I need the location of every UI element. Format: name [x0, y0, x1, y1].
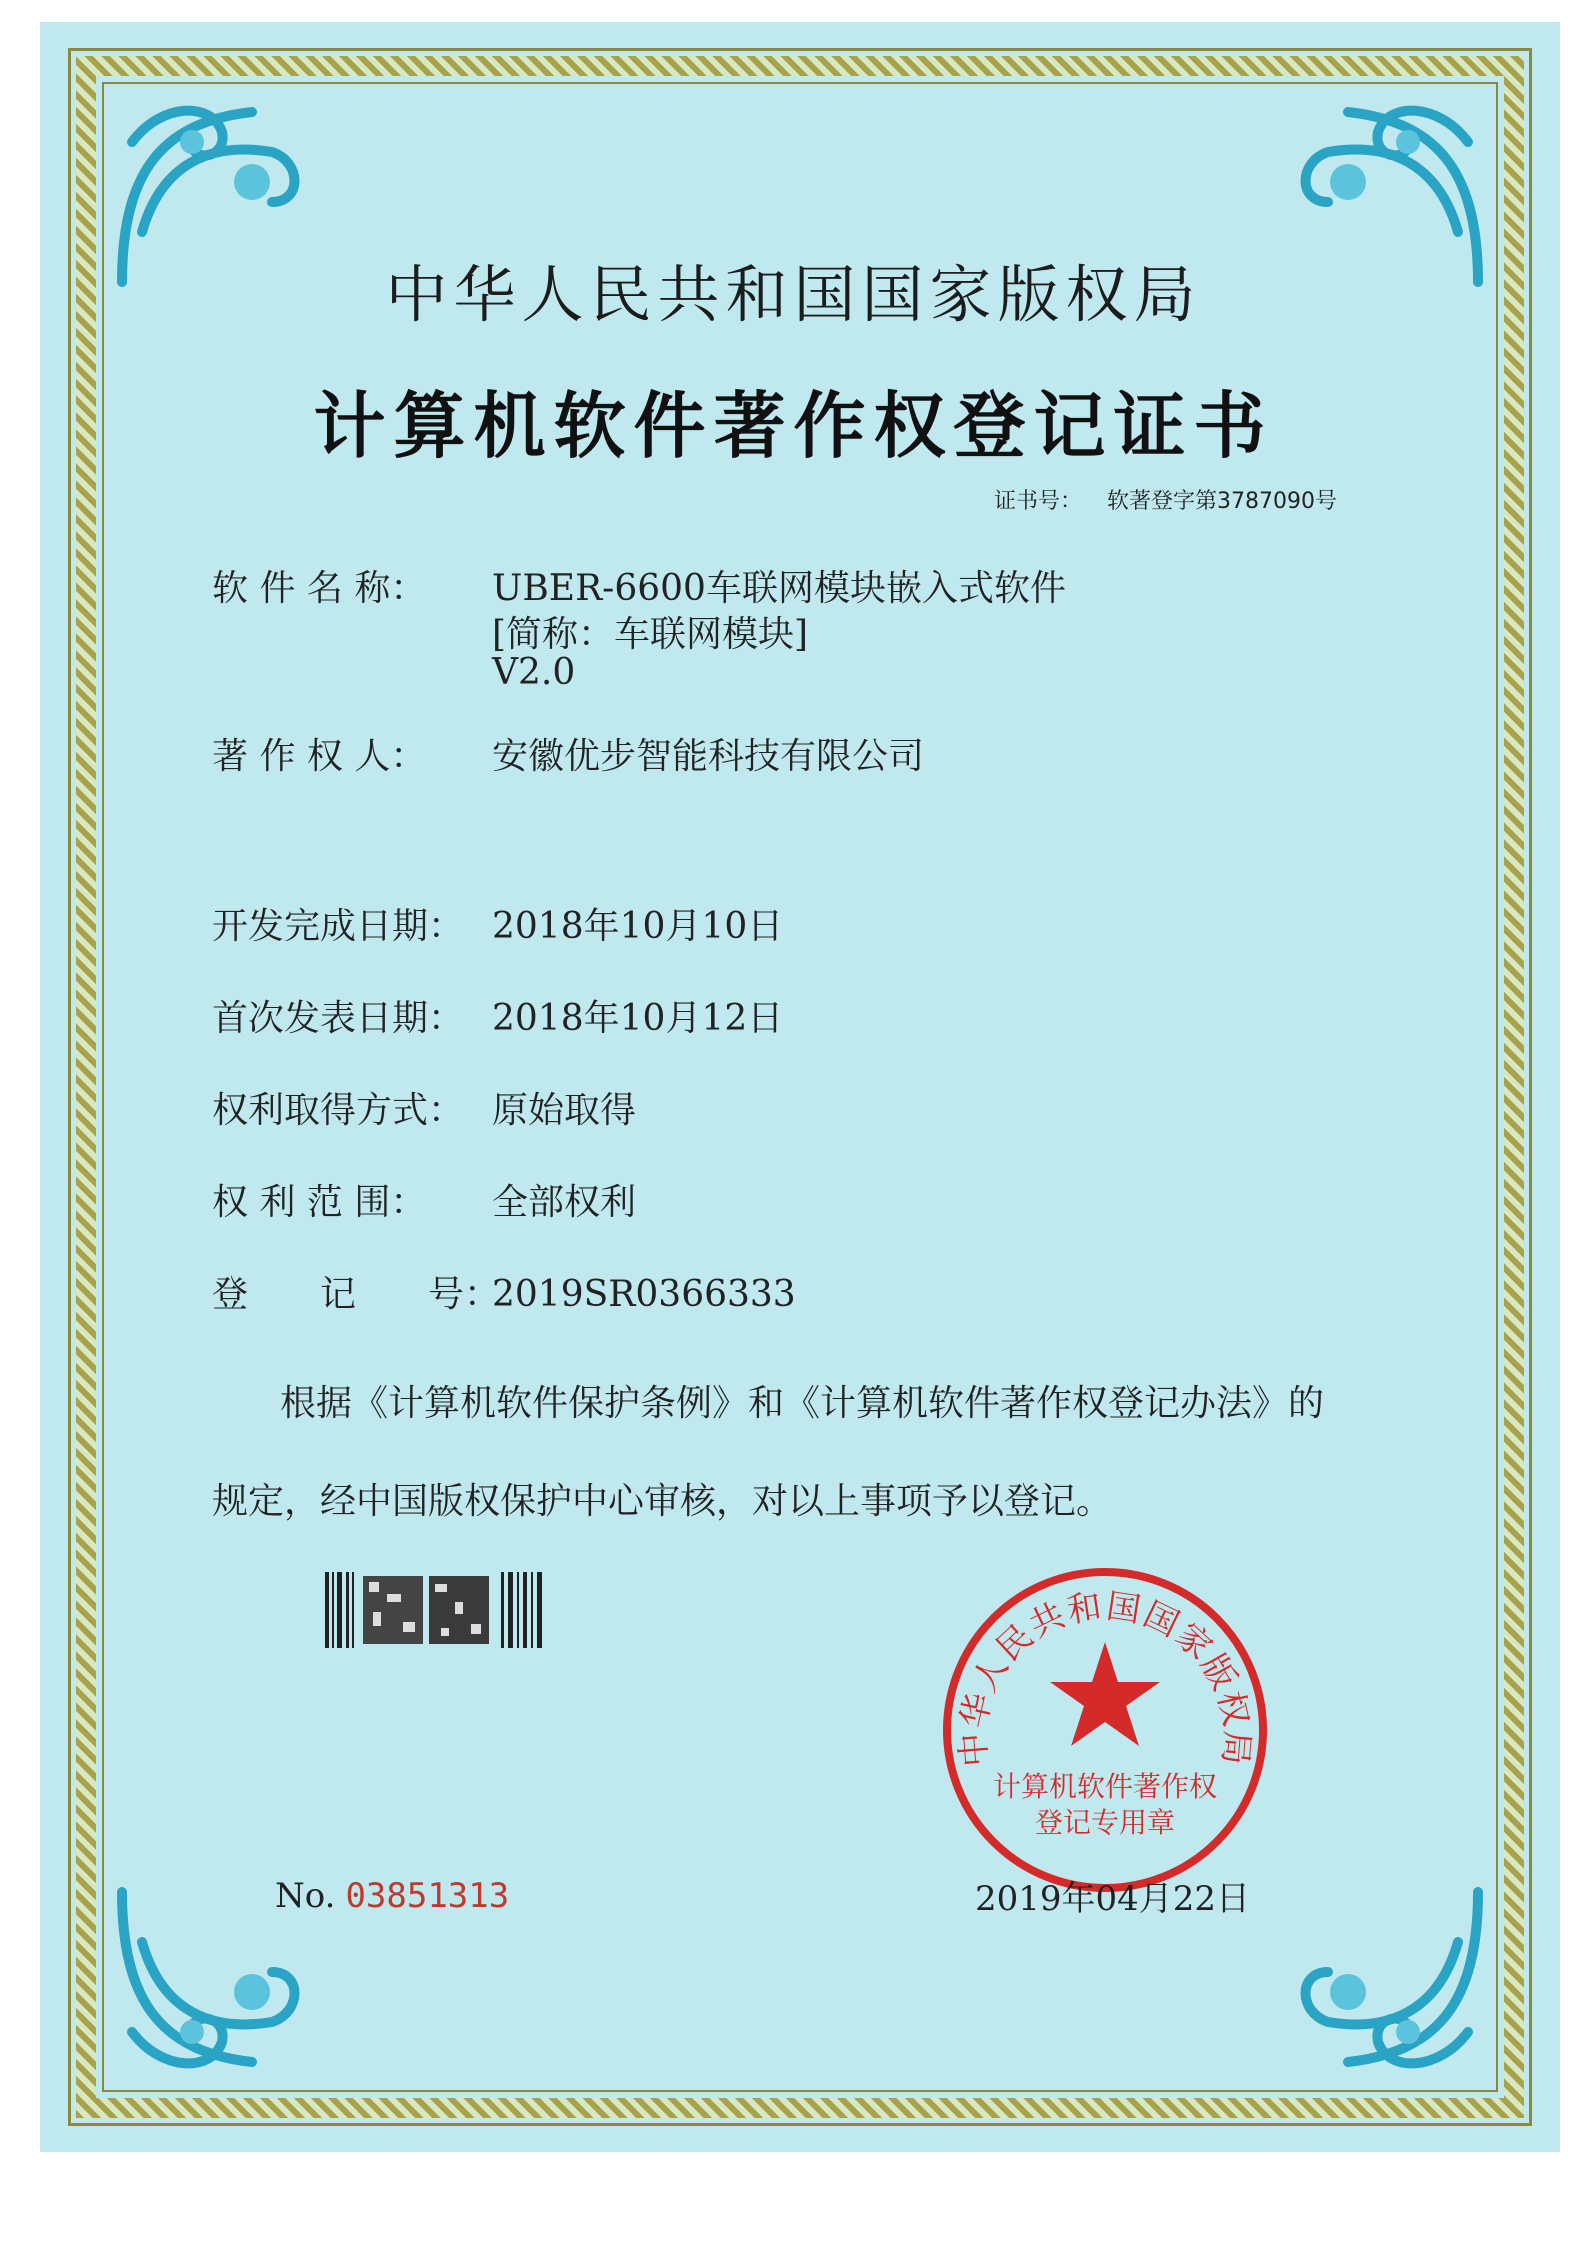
- dev-completion-date-value: 2018年10月10日: [492, 906, 784, 947]
- rights-scope-label: 权 利 范 围：: [212, 1182, 427, 1223]
- official-seal: [935, 1560, 1275, 1900]
- field-copyright-owner: [212, 728, 924, 779]
- software-short-name: [简称：车联网模块]: [492, 614, 809, 655]
- acquisition-method-label: 权利取得方式：: [212, 1090, 465, 1131]
- issue-date: 2019年04月22日: [975, 1879, 1251, 1919]
- software-version: V2.0: [492, 652, 576, 693]
- serial-value: 03851313: [345, 1876, 510, 1916]
- certificate-title: 计算机软件著作权登记证书: [313, 383, 1274, 468]
- certificate-number: [994, 484, 1337, 515]
- first-publish-date-value: 2018年10月12日: [492, 998, 784, 1039]
- seal-inner-line-2: 登记专用章: [1034, 1806, 1176, 1839]
- serial-number: [275, 1876, 509, 1916]
- first-publish-date-label: 首次发表日期：: [212, 998, 465, 1039]
- dev-completion-date-label: 开发完成日期：: [212, 906, 465, 947]
- field-registration-no: [212, 1266, 796, 1317]
- field-first-publish-date: [212, 990, 783, 1041]
- seal-outer-text: 中华人民共和国国家版权局: [953, 1586, 1257, 1769]
- field-dev-completion-date: [212, 898, 783, 949]
- barcode-image: [325, 1572, 547, 1648]
- copyright-owner-label: 著 作 权 人：: [212, 736, 427, 777]
- seal-inner-line-1: 计算机软件著作权: [992, 1770, 1218, 1803]
- field-software-name: [212, 560, 1066, 611]
- statement-line-2: 规定，经中国版权保护中心审核，对以上事项予以登记。: [212, 1481, 1113, 1522]
- issuer-heading: 中华人民共和国国家版权局: [385, 258, 1202, 331]
- copyright-owner-value: 安徽优步智能科技有限公司: [492, 736, 925, 777]
- corner-ornament-bottom-right: [1258, 1852, 1498, 2092]
- certificate-number-label: 证书号：: [994, 489, 1083, 514]
- acquisition-method-value: 原始取得: [492, 1090, 637, 1131]
- certificate-number-value: 软著登字第3787090号: [1107, 489, 1337, 514]
- registration-no-value: 2019SR0366333: [492, 1274, 796, 1315]
- statement-line-1: 根据《计算机软件保护条例》和《计算机软件著作权登记办法》的: [280, 1383, 1325, 1424]
- software-name-value: UBER-6600车联网模块嵌入式软件: [492, 568, 1066, 609]
- field-acquisition-method: [212, 1082, 636, 1133]
- rights-scope-value: 全部权利: [492, 1182, 637, 1223]
- star-icon: [1050, 1642, 1160, 1746]
- field-rights-scope: [212, 1174, 636, 1225]
- serial-prefix: No.: [275, 1876, 336, 1916]
- registration-no-label: 登 记 号：: [212, 1274, 501, 1315]
- software-name-label: 软 件 名 称：: [212, 568, 427, 609]
